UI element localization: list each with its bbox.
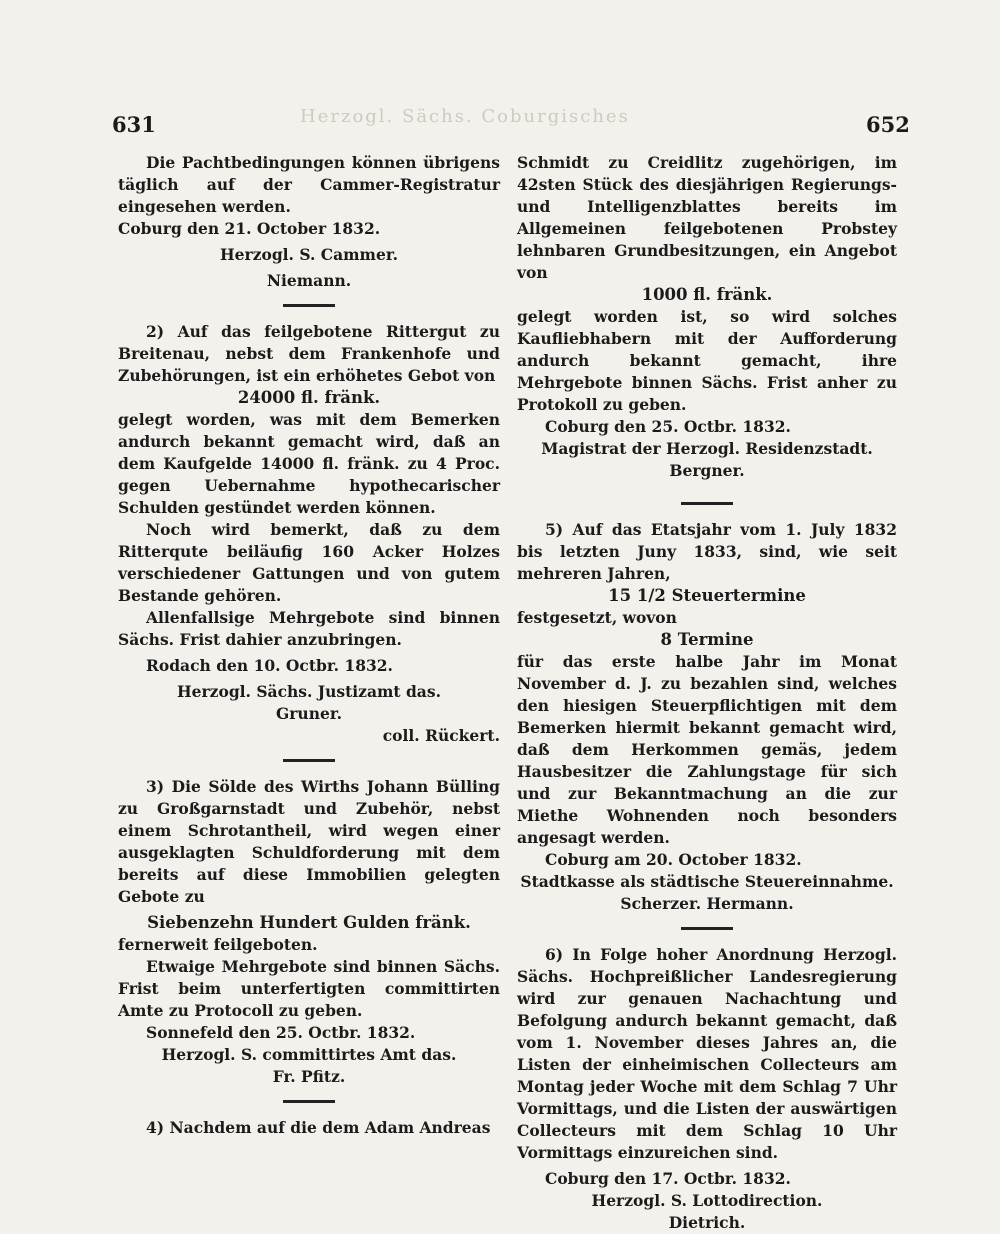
notice-3-signature: Fr. Pfitz. [272, 1067, 346, 1086]
notice-3-authority: Herzogl. S. committirtes Amt das. [161, 1045, 457, 1064]
notice-5-body: für das erste halbe Jahr im Monat November d. J. zu bezahlen sind, welches den hiesigen Steuerpflichtigen mit dem Bemerken hiermit bekannt gemacht wird, daß dem Herkommen gemäs, jedem Hausbesitzer die Zahlungstage für sich und zur Bekanntmachung an die zur Miethe Wohnenden noch besonders angesagt werden. [517, 652, 897, 847]
notice-5-signature: Scherzer. Hermann. [620, 894, 794, 913]
page-number-right: 652 [866, 112, 910, 137]
bleed-through-header: Herzogl. Sächs. Coburgisches [300, 106, 630, 127]
notice-5-date: Coburg am 20. October 1832. [545, 850, 802, 869]
section-divider [283, 759, 335, 762]
notice-5-fixed: festgesetzt, wovon [517, 608, 677, 627]
section-divider [283, 304, 335, 307]
right-column [517, 152, 897, 1234]
notice-2-note: Noch wird bemerkt, daß zu dem Ritterqute beiläufig 160 Acker Holzes verschiedener Gattungen und von gutem Bestande gehören. [118, 520, 500, 605]
notice-4-intro: 4) Nachdem auf die dem Adam Andreas [146, 1118, 491, 1137]
notice-4-signature: Bergner. [669, 461, 745, 480]
notice-4-amount: 1000 fl. fränk. [641, 285, 773, 304]
left-column [118, 152, 500, 1139]
notice-6-authority: Herzogl. S. Lottodirection. [591, 1191, 823, 1210]
notice-2-bids: Allenfallsige Mehrgebote sind binnen Sächs. Frist dahier anzubringen. [118, 608, 500, 649]
notice-3-amount: Siebenzehn Hundert Gulden fränk. [147, 913, 471, 932]
notice-6-date: Coburg den 17. Octbr. 1832. [545, 1169, 791, 1188]
notice-1-authority: Herzogl. S. Cammer. [220, 245, 398, 264]
notice-1-text: Die Pachtbedingungen können übrigens täglich auf der Cammer-Registratur eingesehen werden. [118, 153, 500, 216]
notice-2-date: Rodach den 10. Octbr. 1832. [146, 656, 393, 675]
notice-2-body: gelegt worden, was mit dem Bemerken andurch bekannt gemacht wird, daß an dem Kaufgelde 14000 fl. fränk. zu 4 Proc. gegen Uebernahme hypothecarischer Schulden gestündet werden können. [118, 410, 500, 517]
notice-6-body: 6) In Folge hoher Anordnung Herzogl. Sächs. Hochpreißlicher Landesregierung wird zur genauen Nachachtung und Befolgung andurch bekannt gemacht, daß vom 1. November dieses Jahres an, die Listen der einheimischen Collecteurs am Montag jeder Woche mit dem Schlag 7 Uhr Vormittags, und die Listen der auswärtigen Collecteurs mit dem Schlag 10 Uhr Vormittags einzureichen sind. [517, 945, 897, 1162]
notice-5-terms: 8 Termine [660, 630, 754, 649]
section-divider [681, 927, 733, 930]
notice-2-intro: 2) Auf das feilgebotene Rittergut zu Breitenau, nebst dem Frankenhofe und Zubehörungen, ist ein erhöhetes Gebot von [118, 322, 500, 385]
notice-4-continuation: Schmidt zu Creidlitz zugehörigen, im 42sten Stück des diesjährigen Regierungs- und Intelligenzblattes bereits im Allgemeinen feilgebotenen Probstey lehnbaren Grundbesitzungen, ein Angebot von [517, 153, 897, 282]
notice-1-date: Coburg den 21. October 1832. [118, 219, 381, 238]
notice-4-authority: Magistrat der Herzogl. Residenzstadt. [541, 439, 873, 458]
notice-3-continuation: fernerweit feilgeboten. [118, 935, 318, 954]
page-number-left: 631 [112, 112, 156, 137]
notice-6-signature: Dietrich. [668, 1213, 746, 1232]
notice-3-bids: Etwaige Mehrgebote sind binnen Sächs. Frist beim unterfertigten committirten Amte zu Protocoll zu geben. [118, 957, 500, 1020]
notice-5-authority: Stadtkasse als städtische Steuereinnahme. [520, 872, 894, 891]
notice-5-term-count: 15 1/2 Steuertermine [608, 586, 806, 605]
notice-3-intro: 3) Die Sölde des Wirths Johann Bülling zu Großgarnstadt und Zubehör, nebst einem Schrotantheil, wird wegen einer ausgeklagten Schuldforderung mit dem bereits auf diese Immobilien gelegten Gebote zu [118, 777, 500, 906]
notice-2-amount: 24000 fl. fränk. [237, 388, 381, 407]
notice-1-signature: Niemann. [266, 271, 352, 290]
notice-5-intro: 5) Auf das Etatsjahr vom 1. July 1832 bis letzten Juny 1833, sind, wie seit mehreren Jahren, [517, 520, 897, 583]
section-divider [681, 502, 733, 505]
notice-2-cosignature: coll. Rückert. [382, 726, 500, 745]
section-divider [283, 1100, 335, 1103]
notice-4-body: gelegt worden ist, so wird solches Kaufliebhabern mit der Aufforderung andurch bekannt gemacht, ihre Mehrgebote binnen Sächs. Frist anher zu Protokoll zu geben. [517, 307, 897, 414]
notice-4-date: Coburg den 25. Octbr. 1832. [545, 417, 791, 436]
notice-2-authority: Herzogl. Sächs. Justizamt das. [177, 682, 441, 701]
notice-2-signature: Gruner. [276, 704, 342, 723]
notice-3-date: Sonnefeld den 25. Octbr. 1832. [146, 1023, 416, 1042]
